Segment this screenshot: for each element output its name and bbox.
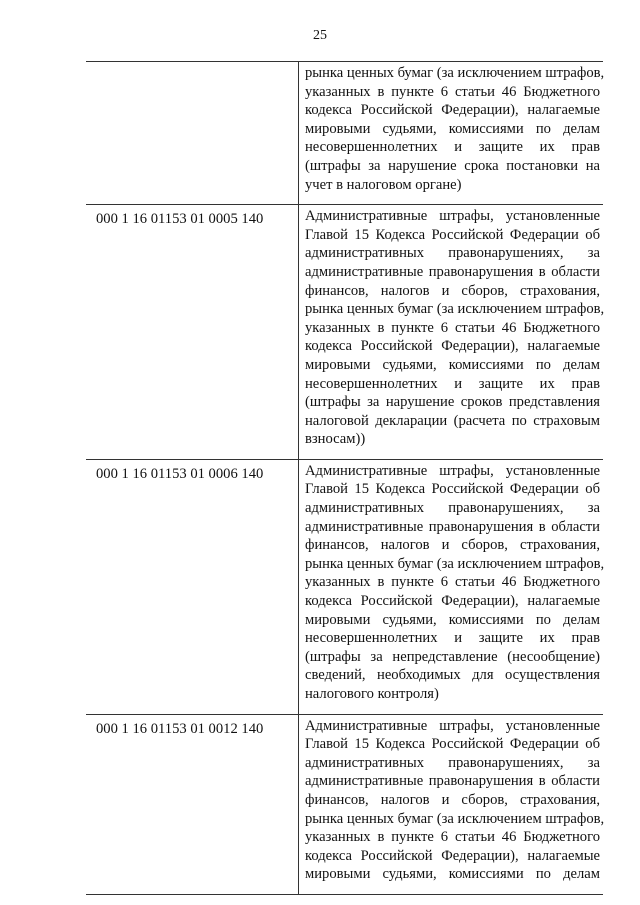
description-line: рынка ценных бумаг (за исключением штрафов, — [305, 810, 605, 827]
page-number: 25 — [313, 28, 327, 43]
description-line: налоговой декларации (расчета по страховым — [305, 412, 600, 429]
description-cell — [299, 62, 604, 205]
description-line: кодекса Российской Федерации), налагаемые — [305, 102, 600, 119]
description-line: Административные штрафы, установленные — [305, 208, 600, 225]
description-line: финансов, налогов и сборов, страхования, — [305, 537, 600, 554]
description-line: кодекса Российской Федерации), налагаемые — [305, 338, 600, 355]
description-line: указанных в пункте 6 статьи 46 Бюджетного — [305, 319, 600, 336]
description-cell — [299, 205, 604, 460]
description-cell — [299, 459, 604, 714]
description-line: (штрафы за нарушение сроков представления — [305, 394, 600, 411]
description-line: рынка ценных бумаг (за исключением штрафов, — [305, 555, 605, 572]
code-cell: 000 1 16 01153 01 0006 140 — [86, 459, 299, 714]
budget-classification-table — [86, 61, 603, 895]
description-line: указанных в пункте 6 статьи 46 Бюджетного — [305, 83, 600, 100]
description-line: административных правонарушениях, за — [305, 500, 600, 517]
description-line: Главой 15 Кодекса Российской Федерации об — [305, 481, 600, 498]
description-line: мировыми судьями, комиссиями по делам — [305, 611, 600, 628]
description-line: Главой 15 Кодекса Российской Федерации об — [305, 226, 600, 243]
description-line: несовершеннолетних и защите их прав — [305, 375, 600, 392]
description-line: мировыми судьями, комиссиями по делам — [305, 120, 600, 137]
description-line: сведений, необходимых для осуществления — [305, 667, 600, 684]
code-cell: 000 1 16 01153 01 0012 140 — [86, 714, 299, 894]
description-line: административные правонарушения в области — [305, 773, 600, 790]
description-line: рынка ценных бумаг (за исключением штрафов, — [305, 65, 605, 81]
description-cell — [299, 714, 604, 894]
description-line: взносам)) — [305, 431, 366, 448]
description-line: (штрафы за нарушение срока постановки на — [305, 157, 600, 174]
description-line: кодекса Российской Федерации), налагаемые — [305, 847, 600, 864]
description-line: рынка ценных бумаг (за исключением штрафов, — [305, 301, 605, 318]
table-row — [86, 714, 603, 894]
table-row — [86, 459, 603, 714]
description-line: мировыми судьями, комиссиями по делам — [305, 356, 600, 373]
table-row — [86, 62, 603, 205]
description-line: Административные штрафы, установленные — [305, 717, 600, 734]
description-line: мировыми судьями, комиссиями по делам — [305, 866, 600, 883]
code-cell: 000 1 16 01153 01 0005 140 — [86, 205, 299, 460]
description-line: административные правонарушения в области — [305, 518, 600, 535]
description-line: административных правонарушениях, за — [305, 245, 600, 262]
description-line: административные правонарушения в области — [305, 263, 600, 280]
description-line: несовершеннолетних и защите их прав — [305, 139, 600, 156]
description-line: несовершеннолетних и защите их прав — [305, 630, 600, 647]
description-line: учет в налоговом органе) — [305, 176, 462, 193]
description-line: Административные штрафы, установленные — [305, 462, 600, 479]
description-line: кодекса Российской Федерации), налагаемые — [305, 593, 600, 610]
description-line: административных правонарушениях, за — [305, 754, 600, 771]
table-row — [86, 205, 603, 460]
code-cell — [86, 62, 299, 205]
description-line: финансов, налогов и сборов, страхования, — [305, 282, 600, 299]
description-line: указанных в пункте 6 статьи 46 Бюджетного — [305, 574, 600, 591]
description-line: указанных в пункте 6 статьи 46 Бюджетного — [305, 829, 600, 846]
description-line: финансов, налогов и сборов, страхования, — [305, 791, 600, 808]
description-line: (штрафы за непредставление (несообщение) — [305, 648, 600, 665]
description-line: налогового контроля) — [305, 686, 439, 702]
description-line: Главой 15 Кодекса Российской Федерации об — [305, 736, 600, 753]
